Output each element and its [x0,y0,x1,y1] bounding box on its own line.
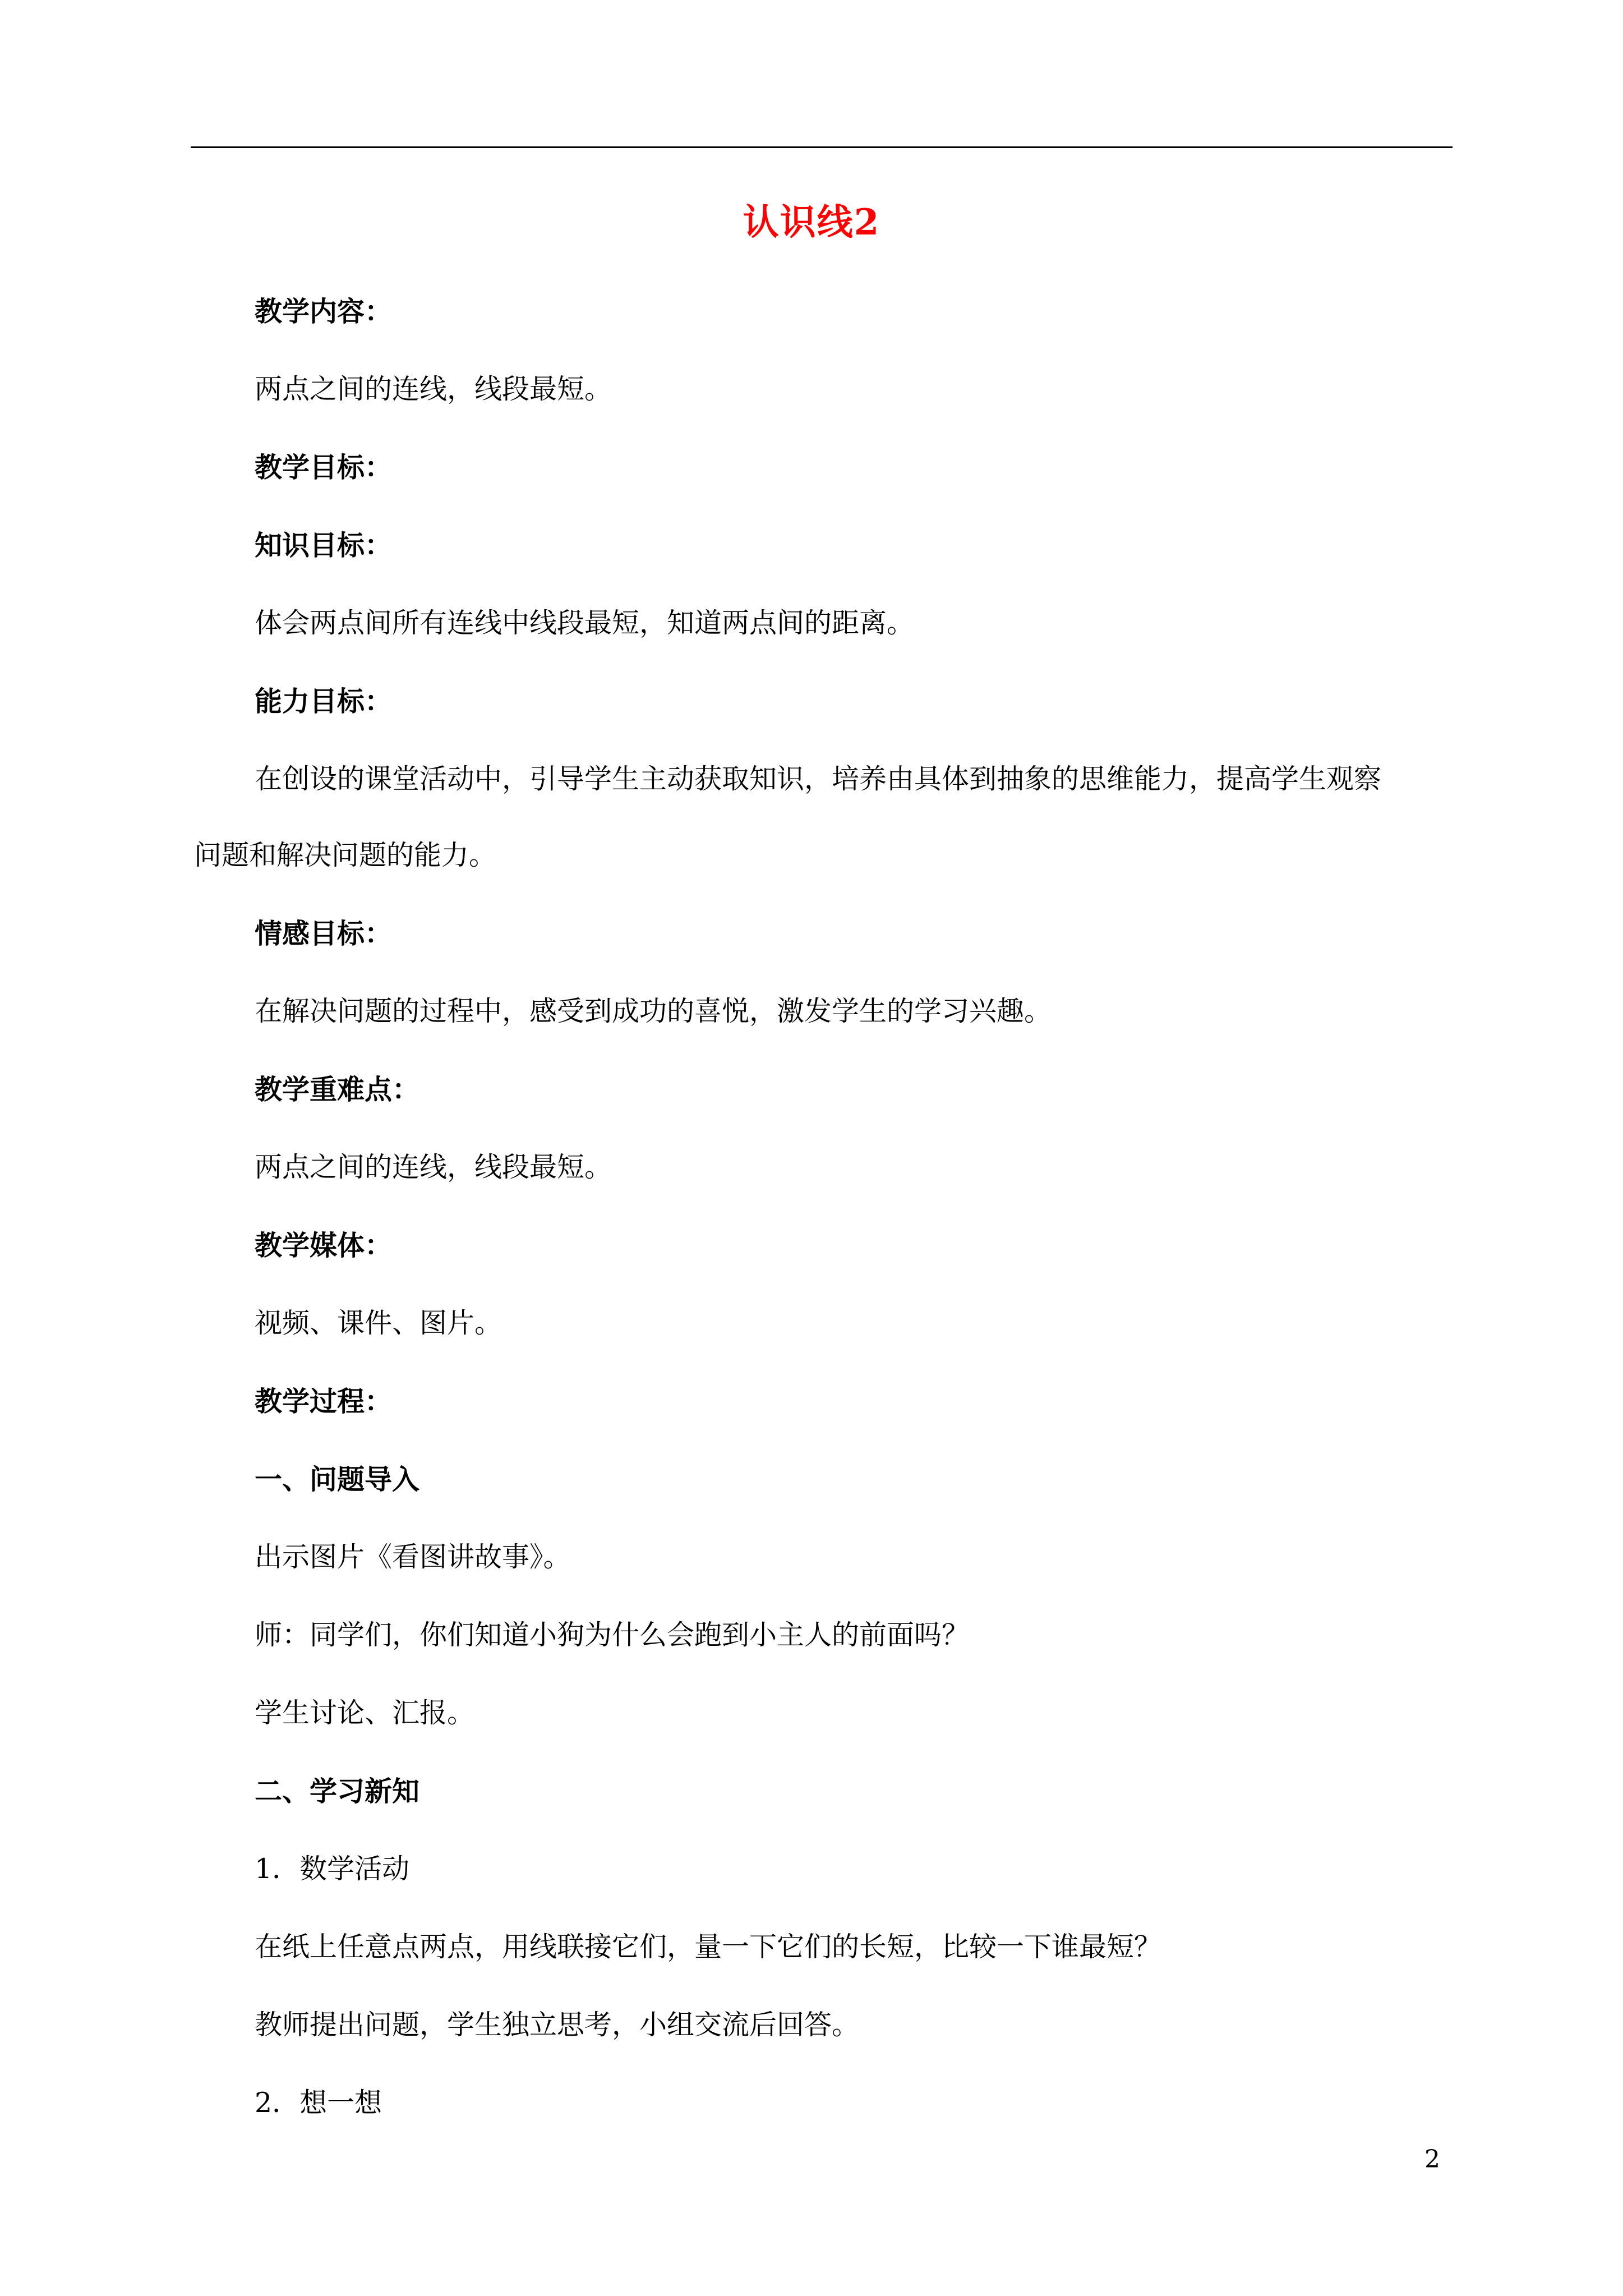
text-teaching-content: 两点之间的连线，线段最短。 [255,373,612,405]
page-number: 2 [1424,2145,1440,2174]
text-show-picture: 出示图片《看图讲故事》。 [255,1541,571,1573]
text-teacher-asks: 教师提出问题，学生独立思考，小组交流后回答。 [255,2009,860,2041]
header-rule [191,146,1453,148]
heading-knowledge-goals: 知识目标： [255,529,393,562]
text-activity-instruction: 在纸上任意点两点，用线联接它们，量一下它们的长短，比较一下谁最短？ [255,1931,1162,1963]
document-title: 认识线2 [743,201,880,243]
text-teacher-question: 师：同学们，你们知道小狗为什么会跑到小主人的前面吗？ [255,1619,970,1651]
text-media: 视频、课件、图片。 [255,1307,502,1339]
text-knowledge-goals: 体会两点间所有连线中线段最短，知道两点间的距离。 [255,607,915,639]
heading-section-1: 一、问题导入 [255,1463,420,1496]
heading-teaching-goals: 教学目标： [255,451,393,484]
paragraph-ability-line-2: 问题和解决问题的能力。 [194,839,497,871]
heading-key-points: 教学重难点： [255,1073,420,1106]
heading-section-2: 二、学习新知 [255,1775,420,1807]
text-key-points: 两点之间的连线，线段最短。 [255,1151,612,1183]
paragraph-ability-goals [194,760,1448,875]
document-body [194,292,1448,2161]
text-think: 2．想一想 [255,2087,382,2119]
heading-emotion-goals: 情感目标： [255,917,393,950]
paragraph-ability-line-1: 在创设的课堂活动中，引导学生主动获取知识，培养由具体到抽象的思维能力，提高学生观察 [255,763,1382,795]
heading-process: 教学过程： [255,1385,393,1418]
text-student-discussion: 学生讨论、汇报。 [255,1697,475,1729]
text-emotion-goals: 在解决问题的过程中，感受到成功的喜悦，激发学生的学习兴趣。 [255,995,1052,1027]
heading-teaching-content: 教学内容： [255,295,393,328]
heading-ability-goals: 能力目标： [255,685,393,717]
text-math-activity: 1．数学活动 [255,1853,410,1885]
heading-media: 教学媒体： [255,1229,393,1262]
